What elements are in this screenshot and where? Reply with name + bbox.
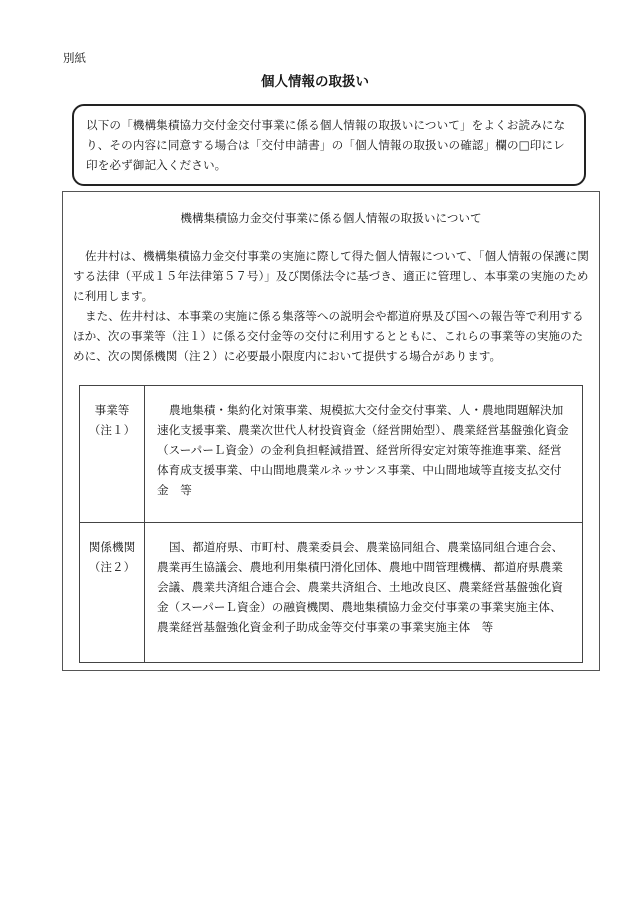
row2-body [145,523,583,663]
row2-label-line1: 関係機関 [88,540,136,554]
paragraph-2 [73,306,589,366]
info-table [79,385,583,663]
paragraph-1-text: 佐井村は、機構集積協力金交付事業の実施に際して得た個人情報について、「個人情報の保護に関する法律（平成１５年法律第５７号）」及び関係法令に基づき、適正に管理し、本事業の実施のために利用します。 [73,249,589,303]
attachment-label: 別紙 [63,51,86,65]
paragraph-1 [73,246,589,306]
panel-title: 機構集積協力金交付事業に係る個人情報の取扱いについて [180,211,482,225]
row1-label-line1: 事業等 [94,403,130,417]
page-title: 個人情報の取扱い [261,74,369,90]
info-panel [62,191,600,671]
row1-label [80,386,145,523]
row1-label-line2: （注１） [88,423,136,437]
paragraph-2-text: また、佐井村は、本事業の実施に係る集落等への説明会や都道府県及び国への報告等で利用するほか、次の事業等（注１）に係る交付金等の交付に利用するとともに、これらの事業等の実施のために、次の関係機関（注２）に必要最小限度内において提供する場合があります。 [73,309,584,363]
row2-label-line2: （注２） [88,560,136,574]
table-row [80,386,583,523]
notice-box: 以下の「機構集積協力交付金交付事業に係る個人情報の取扱いについて」をよくお読みになり、その内容に同意する場合は「交付申請書」の「個人情報の取扱いの確認」欄の□印にレ印を必ず御記入ください。 [72,104,586,186]
row1-body [145,386,583,523]
row2-label [80,523,145,663]
row1-text: 農地集積・集約化対策事業、規模拡大交付金交付事業、人・農地問題解決加速化支援事業、農業次世代人材投資資金（経営開始型）、農業経営基盤強化資金（スーパーＬ資金）の金利負担軽減措置、経営所得安定対策等推進事業、経営体育成支援事業、中山間地農業ルネッサンス事業、中山間地域等直接支払交付金 等 [157,403,569,497]
table-row [80,523,583,663]
row2-text: 国、都道府県、市町村、農業委員会、農業協同組合、農業協同組合連合会、農業再生協議会、農地利用集積円滑化団体、農地中間管理機構、都道府県農業会議、農業共済組合連合会、農業共済組合、土地改良区、農業経営基盤強化資金（スーパーＬ資金）の融資機関、農地集積協力金交付事業の事業実施主体、農業経営基盤強化資金利子助成金等交付事業の事業実施主体 等 [157,540,564,634]
